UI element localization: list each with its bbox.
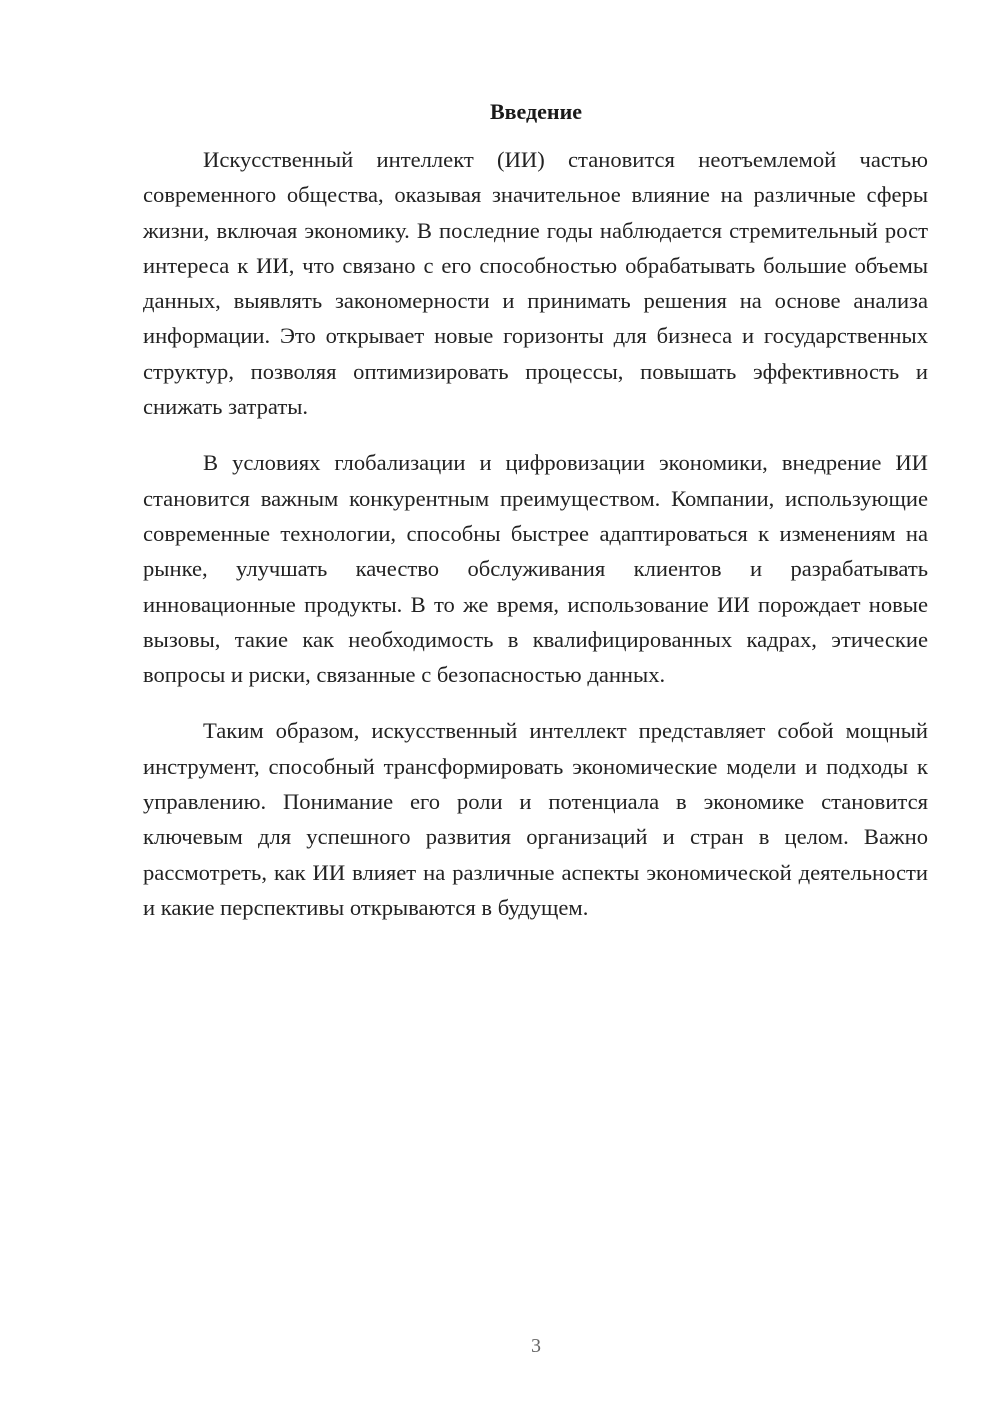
paragraph-3: Таким образом, искусственный интеллект представляет собой мощный инструмент, способный трансформировать экономические модели и подходы к управлению. Понимание его роли и потенциала в экономике становится ключевым для успешного развития организаций и стран в целом. Важно рассмотреть, как ИИ влияет на различные аспекты экономической деятельности и какие перспективы открываются в будущем. xyxy=(143,718,928,920)
page-number: 3 xyxy=(531,1335,541,1357)
section-title: Введение xyxy=(489,99,583,124)
paragraph-1: Искусственный интеллект (ИИ) становится неотъемлемой частью современного общества, оказывая значительное влияние на различные сферы жизни, включая экономику. В последние годы наблюдается стремительный рост интереса к ИИ, что связано с его способностью обрабатывать большие объемы данных, выявлять закономерности и принимать решения на основе анализа информации. Это открывает новые горизонты для бизнеса и государственных структур, позволяя оптимизировать процессы, повышать эффективность и снижать затраты. xyxy=(143,147,928,420)
paragraph-2: В условиях глобализации и цифровизации экономики, внедрение ИИ становится важным конкурентным преимуществом. Компании, использующие современные технологии, способны быстрее адаптироваться к изменениям на рынке, улучшать качество обслуживания клиентов и разрабатывать инновационные продукты. В то же время, использование ИИ порождает новые вызовы, такие как необходимость в квалифицированных кадрах, этические вопросы и риски, связанные с безопасностью данных. xyxy=(143,450,928,688)
body-text xyxy=(143,142,928,946)
